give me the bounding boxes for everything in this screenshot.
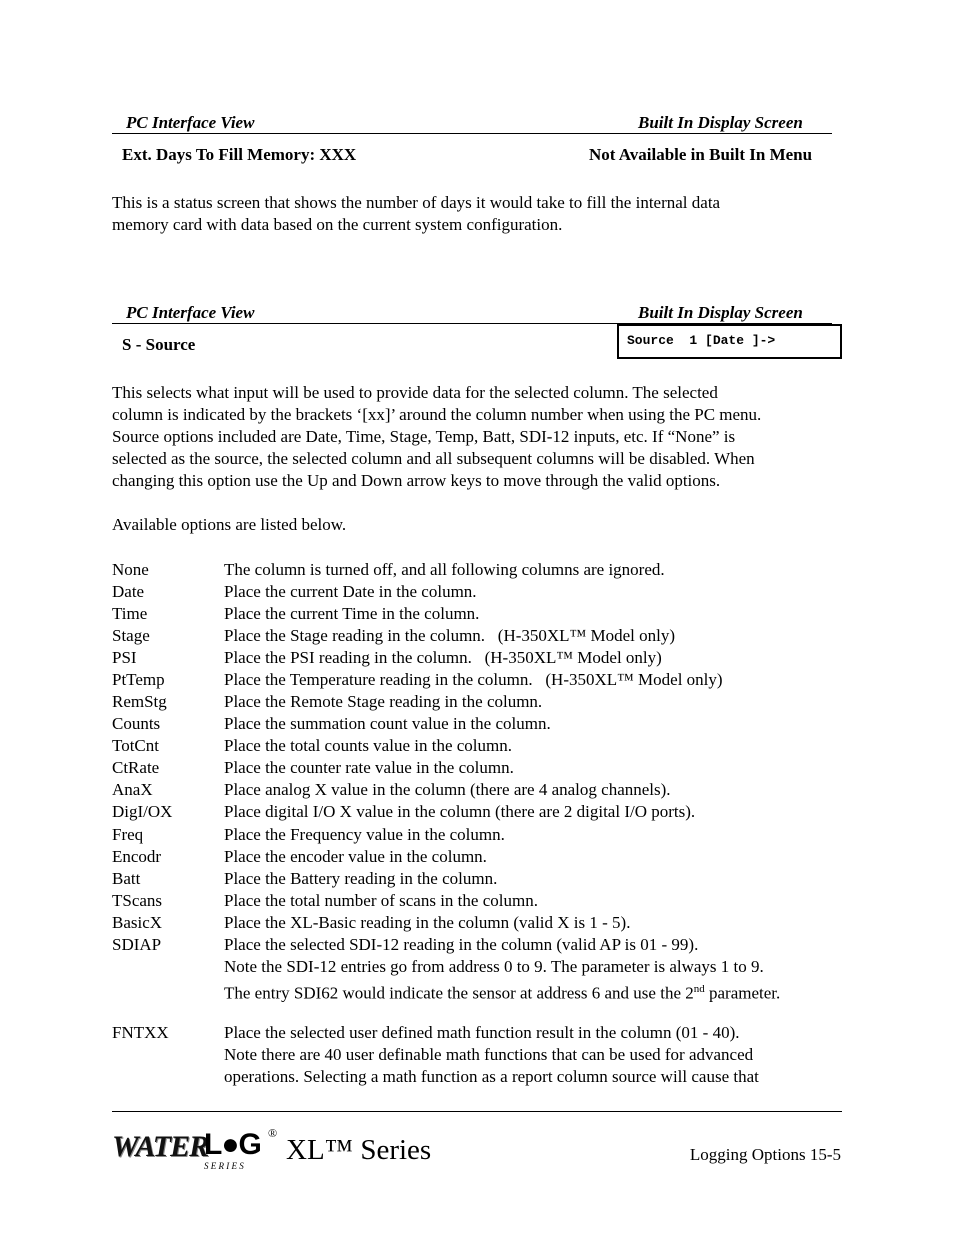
option-row bbox=[112, 691, 852, 713]
option-row bbox=[112, 801, 852, 823]
option-row bbox=[112, 824, 852, 846]
option-row bbox=[112, 757, 852, 779]
option-row bbox=[112, 603, 852, 625]
logo-log-text: L●G bbox=[204, 1128, 261, 1161]
option-row bbox=[112, 934, 852, 956]
option-name: BasicX bbox=[112, 913, 163, 932]
logo-registered-mark: ® bbox=[268, 1126, 278, 1140]
option-row bbox=[112, 647, 852, 669]
option-desc: Place the current Date in the column. bbox=[224, 582, 477, 601]
option-name: Freq bbox=[112, 825, 144, 844]
option-name: TScans bbox=[112, 891, 163, 910]
section1-para-line: This is a status screen that shows the number of days it would take to fill the internal data bbox=[112, 193, 721, 212]
option-desc: Place the counter rate value in the column. bbox=[224, 758, 514, 777]
option-row bbox=[112, 581, 852, 603]
section2-description bbox=[112, 382, 852, 492]
section1-header-rule bbox=[112, 133, 832, 134]
option-name: Encodr bbox=[112, 847, 162, 866]
xl-series-title: XL™ Series bbox=[286, 1134, 432, 1166]
section1-header-right: Built In Display Screen bbox=[638, 113, 803, 132]
option-desc: Place the total counts value in the column. bbox=[224, 736, 512, 755]
option-desc: The column is turned off, and all following columns are ignored. bbox=[224, 560, 665, 579]
section2-para-line: This selects what input will be used to provide data for the selected column. The selected bbox=[112, 383, 718, 402]
option-desc: Place the Remote Stage reading in the column. bbox=[224, 692, 543, 711]
section1-header-left: PC Interface View bbox=[126, 113, 255, 132]
option-name: PSI bbox=[112, 648, 137, 667]
option-row bbox=[112, 735, 852, 757]
option-name: TotCnt bbox=[112, 736, 159, 755]
section1-pc-label: Ext. Days To Fill Memory: XXX bbox=[122, 145, 357, 164]
option-row bbox=[112, 669, 852, 691]
option-desc: Place the XL-Basic reading in the column (valid X is 1 - 5). bbox=[224, 913, 631, 932]
option-name: RemStg bbox=[112, 692, 167, 711]
option-desc: Place the Stage reading in the column. (H-350XL™ Model only) bbox=[224, 626, 675, 645]
option-desc: Place the encoder value in the column. bbox=[224, 847, 487, 866]
option-row bbox=[112, 912, 852, 934]
option-name: Counts bbox=[112, 714, 161, 733]
section1-description bbox=[112, 192, 852, 236]
sdi-note-line1: Note the SDI-12 entries go from address 0 to 9. The parameter is always 1 to 9. bbox=[224, 957, 764, 976]
option-row bbox=[112, 713, 852, 735]
option-name: PtTemp bbox=[112, 670, 165, 689]
section2-header-right: Built In Display Screen bbox=[638, 303, 803, 322]
option-row bbox=[112, 559, 852, 581]
option-row bbox=[112, 779, 852, 801]
section2-para-line: changing this option use the Up and Down arrow keys to move through the valid options. bbox=[112, 471, 721, 490]
option-name: None bbox=[112, 560, 149, 579]
option-name: AnaX bbox=[112, 780, 153, 799]
sdi-note-text: The entry SDI62 would indicate the sensor at address 6 and use the 2 bbox=[224, 983, 694, 1003]
lcd-display-screen: Source 1 [Date ]-> bbox=[617, 324, 842, 359]
section2-para-line: Source options included are Date, Time, Stage, Temp, Batt, SDI-12 inputs, etc. If “None” is bbox=[112, 427, 736, 446]
option-desc: Place the summation count value in the column. bbox=[224, 714, 551, 733]
option-name: Date bbox=[112, 582, 145, 601]
option-desc: Place the Temperature reading in the column. (H-350XL™ Model only) bbox=[224, 670, 723, 689]
option-name: CtRate bbox=[112, 758, 160, 777]
option-name: DigI/OX bbox=[112, 802, 173, 821]
page-number-label: Logging Options 15-5 bbox=[689, 1145, 841, 1164]
fntxx-note-line2: operations. Selecting a math function as a report column source will cause that bbox=[224, 1067, 759, 1086]
fntxx-note-line1: Note there are 40 user definable math functions that can be used for advanced bbox=[224, 1045, 754, 1064]
option-name: Time bbox=[112, 604, 148, 623]
section1-para-line: memory card with data based on the current system configuration. bbox=[112, 215, 563, 234]
sdi-note-line2 bbox=[224, 978, 780, 1005]
option-name: Batt bbox=[112, 869, 141, 888]
option-row bbox=[112, 625, 852, 647]
option-name: FNTXX bbox=[112, 1023, 169, 1042]
option-desc: Place the selected user defined math function result in the column (01 - 40). bbox=[224, 1023, 740, 1042]
logo-series-text: S E R I E S bbox=[204, 1161, 244, 1171]
option-row bbox=[112, 868, 852, 890]
section2-header-left: PC Interface View bbox=[126, 303, 255, 322]
option-name: SDIAP bbox=[112, 935, 162, 954]
option-row bbox=[112, 846, 852, 868]
section1-display-label: Not Available in Built In Menu bbox=[589, 145, 813, 164]
option-desc: Place the total number of scans in the column. bbox=[224, 891, 538, 910]
footer-rule bbox=[112, 1111, 842, 1112]
section2-para-line: column is indicated by the brackets ‘[xx]’ around the column number when using the PC menu. bbox=[112, 405, 762, 424]
section2-pc-label: S - Source bbox=[122, 335, 196, 354]
option-desc: Place the Frequency value in the column. bbox=[224, 825, 505, 844]
sdi-note-text-end: parameter. bbox=[704, 983, 781, 1003]
option-row bbox=[112, 890, 852, 912]
option-row-fntxx bbox=[112, 1022, 852, 1044]
option-desc: Place the current Time in the column. bbox=[224, 604, 480, 623]
logo-water-text: WATER bbox=[112, 1130, 209, 1163]
waterlog-logo bbox=[112, 1128, 282, 1172]
option-desc: Place the Battery reading in the column. bbox=[224, 869, 498, 888]
option-desc: Place analog X value in the column (there are 4 analog channels). bbox=[224, 780, 671, 799]
option-desc: Place the selected SDI-12 reading in the column (valid AP is 01 - 99). bbox=[224, 935, 699, 954]
available-options-text: Available options are listed below. bbox=[112, 515, 347, 534]
option-desc: Place digital I/O X value in the column (there are 2 digital I/O ports). bbox=[224, 802, 696, 821]
option-desc: Place the PSI reading in the column. (H-350XL™ Model only) bbox=[224, 648, 662, 667]
sdi-note-superscript: nd bbox=[693, 983, 705, 995]
section2-para-line: selected as the source, the selected column and all subsequent columns will be disabled. When bbox=[112, 449, 755, 468]
option-name: Stage bbox=[112, 626, 150, 645]
